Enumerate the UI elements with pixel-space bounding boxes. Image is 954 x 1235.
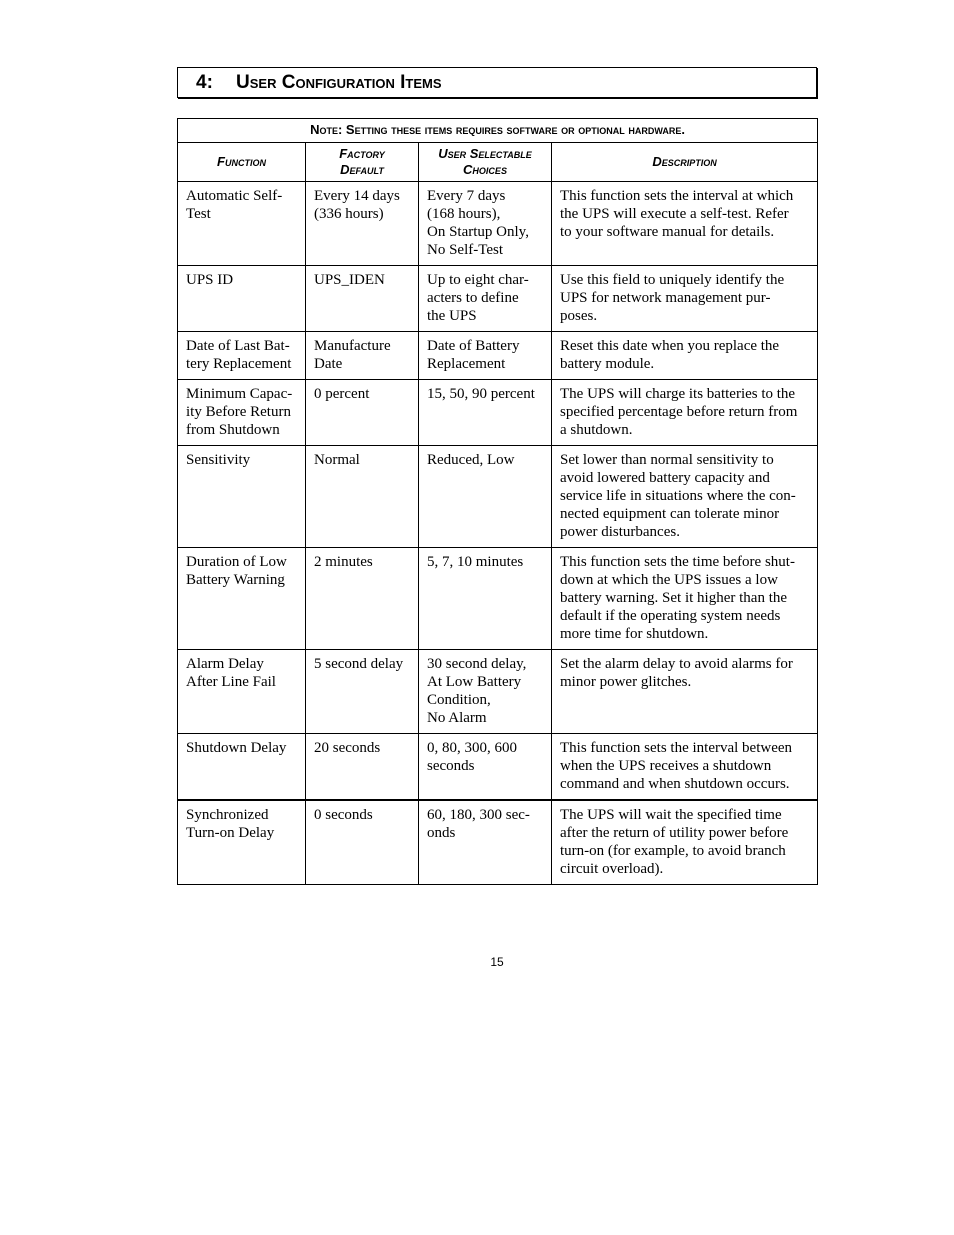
- cell-factory-default: 0 seconds: [306, 800, 419, 885]
- cell-factory-default: 0 percent: [306, 380, 419, 446]
- cell-choices: 0, 80, 300, 600 seconds: [419, 734, 552, 801]
- table-row: [178, 380, 818, 446]
- cell-description: Set the alarm delay to avoid alarms for minor power glitches.: [552, 650, 818, 734]
- cell-factory-default: UPS_IDEN: [306, 266, 419, 332]
- column-header-user-selectable-choices: User Selectable Choices: [419, 143, 552, 182]
- cell-choices: 30 second delay, At Low Battery Condition, No Alarm: [419, 650, 552, 734]
- cell-choices: Up to eight char- acters to define the UPS: [419, 266, 552, 332]
- cell-function: Shutdown Delay: [178, 734, 306, 801]
- cell-function: Minimum Capac- ity Before Return from Shutdown: [178, 380, 306, 446]
- cell-factory-default: Every 14 days (336 hours): [306, 182, 419, 266]
- column-header-factory-default: Factory Default: [306, 143, 419, 182]
- cell-factory-default: 20 seconds: [306, 734, 419, 801]
- cell-factory-default: Manufacture Date: [306, 332, 419, 380]
- section-title: User Configuration Items: [236, 72, 442, 93]
- cell-description: The UPS will charge its batteries to the specified percentage before return from a shutdown.: [552, 380, 818, 446]
- cell-factory-default: 5 second delay: [306, 650, 419, 734]
- cell-choices: 5, 7, 10 minutes: [419, 548, 552, 650]
- table-row: [178, 548, 818, 650]
- table-note: Note: Setting these items requires software or optional hardware.: [178, 119, 818, 143]
- cell-description: This function sets the interval at which the UPS will execute a self-test. Refer to your software manual for details.: [552, 182, 818, 266]
- table-row: [178, 650, 818, 734]
- cell-function: Synchronized Turn-on Delay: [178, 800, 306, 885]
- table-row: [178, 332, 818, 380]
- cell-function: Duration of Low Battery Warning: [178, 548, 306, 650]
- cell-choices: Reduced, Low: [419, 446, 552, 548]
- table-row: [178, 734, 818, 801]
- table-row: [178, 446, 818, 548]
- cell-description: Use this field to uniquely identify the UPS for network management pur- poses.: [552, 266, 818, 332]
- cell-function: Sensitivity: [178, 446, 306, 548]
- cell-function: Alarm Delay After Line Fail: [178, 650, 306, 734]
- column-header-description: Description: [552, 143, 818, 182]
- cell-function: UPS ID: [178, 266, 306, 332]
- page-number: 15: [490, 955, 504, 969]
- cell-description: The UPS will wait the specified time after the return of utility power before turn-on (for example, to avoid branch circuit overload).: [552, 800, 818, 885]
- cell-description: Reset this date when you replace the battery module.: [552, 332, 818, 380]
- table-row: [178, 800, 818, 885]
- cell-factory-default: 2 minutes: [306, 548, 419, 650]
- cell-description: This function sets the interval between when the UPS receives a shutdown command and when shutdown occurs.: [552, 734, 818, 801]
- cell-choices: Date of Battery Replacement: [419, 332, 552, 380]
- cell-description: Set lower than normal sensitivity to avoid lowered battery capacity and service life in situations where the con- nected equipment can tolerate minor power disturbances.: [552, 446, 818, 548]
- section-number: 4:: [196, 72, 213, 93]
- cell-choices: Every 7 days (168 hours), On Startup Only, No Self-Test: [419, 182, 552, 266]
- column-header-function: Function: [178, 143, 306, 182]
- configuration-table: [177, 118, 818, 885]
- table-row: [178, 266, 818, 332]
- cell-choices: 60, 180, 300 sec- onds: [419, 800, 552, 885]
- table-row: [178, 182, 818, 266]
- cell-function: Date of Last Bat- tery Replacement: [178, 332, 306, 380]
- section-header: [177, 67, 817, 98]
- cell-function: Automatic Self- Test: [178, 182, 306, 266]
- cell-choices: 15, 50, 90 percent: [419, 380, 552, 446]
- cell-description: This function sets the time before shut- down at which the UPS issues a low battery warning. Set it higher than the default if the operating system needs more time for shutdown.: [552, 548, 818, 650]
- cell-factory-default: Normal: [306, 446, 419, 548]
